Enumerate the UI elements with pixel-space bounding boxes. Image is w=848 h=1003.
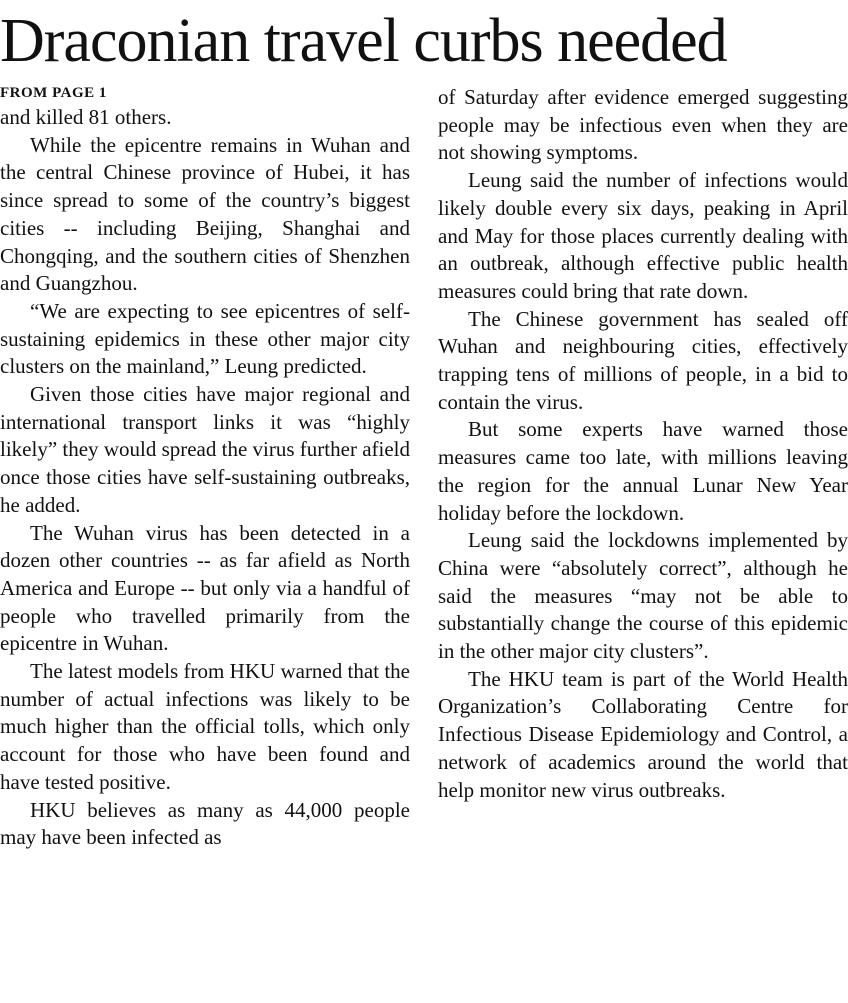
paragraph: and killed 81 others. — [0, 105, 172, 129]
paragraph: The Wuhan virus has been detected in a dozen other countries -- as far afield as North America and Europe -- but only via a handful of people who travelled primarily from the epicentre in Wuhan. — [0, 520, 410, 656]
paragraph: HKU believes as many as 44,000 people may have been infected as — [0, 797, 410, 850]
article-column-right — [438, 84, 848, 804]
paragraph: Given those cities have major regional and international transport links it was “highly likely” they would spread the virus further afield once those cities have self-sustaining outbreaks, he added. — [0, 382, 410, 517]
paragraph: The Chinese government has sealed off Wuhan and neighbouring cities, effectively trapping tens of millions of people, in a bid to contain the virus. — [438, 306, 848, 414]
article-column-left — [0, 82, 410, 852]
paragraph: “We are expecting to see epicentres of self-sustaining epidemics in these other major city clusters on the mainland,” Leung predicted. — [0, 298, 410, 379]
paragraph: Leung said the lockdowns implemented by China were “absolutely correct”, although he said the measures “may not be able to substantially change the course of this epidemic in the other major city clusters”. — [438, 528, 848, 664]
paragraph: The latest models from HKU warned that the number of actual infections was likely to be much higher than the official tolls, which only account for those who have been found and have tested positive. — [0, 659, 410, 794]
paragraph: The HKU team is part of the World Health Organization’s Collaborating Centre for Infectious Disease Epidemiology and Control, a network of academics around the world that help monitor new virus outbreaks. — [438, 666, 848, 802]
paragraph: Leung said the number of infections would likely double every six days, peaking in April and May for those places currently dealing with an outbreak, although effective public health measures could bring that rate down. — [438, 168, 848, 303]
paragraph: of Saturday after evidence emerged suggesting people may be infectious even when they are not showing symptoms. — [438, 85, 848, 165]
paragraph: While the epicentre remains in Wuhan and the central Chinese province of Hubei, it has since spread to some of the country’s biggest cities -- including Beijing, Shanghai and Chongqing, and the southern cities of Shenzhen and Guangzhou. — [0, 132, 410, 296]
paragraph: But some experts have warned those measures came too late, with millions leaving the region for the annual Lunar New Year holiday before the lockdown. — [438, 417, 848, 525]
headline: Draconian travel curbs needed — [0, 7, 727, 75]
continuation-kicker: FROM PAGE 1 — [0, 85, 107, 101]
